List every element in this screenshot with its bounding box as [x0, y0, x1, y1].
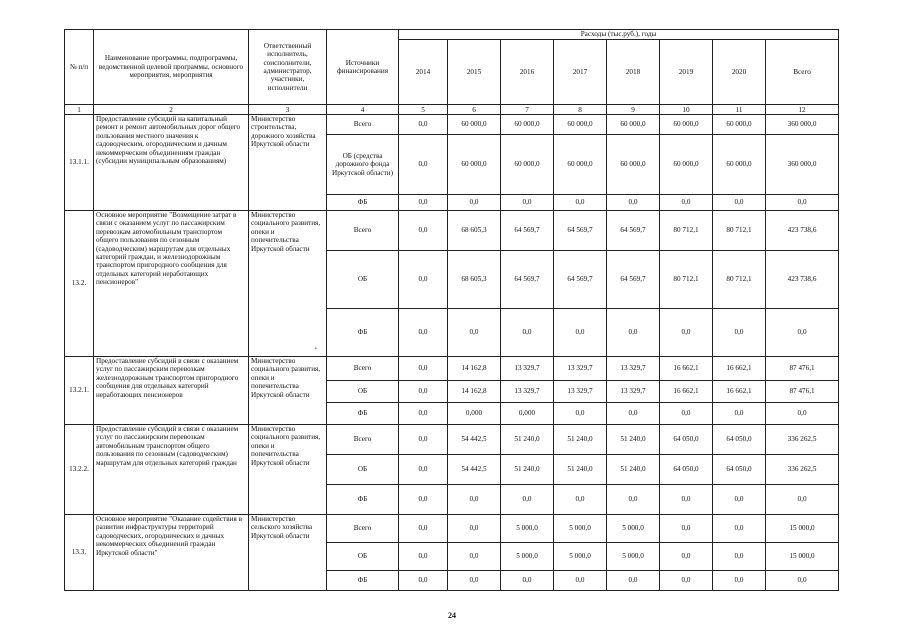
year-value: 60 000,0: [660, 115, 713, 135]
col-index: 10: [660, 105, 713, 115]
year-value: 51 240,0: [607, 425, 660, 455]
year-value: 0,0: [660, 571, 713, 591]
year-value: 64 050,0: [713, 425, 766, 455]
year-value: 60 000,0: [607, 135, 660, 195]
header-year: 2019: [660, 40, 713, 105]
year-value: 0,0: [713, 403, 766, 425]
year-value: 51 240,0: [607, 455, 660, 485]
year-value: 60 000,0: [554, 115, 607, 135]
year-value: 5 000,0: [554, 515, 607, 543]
year-value: 51 240,0: [501, 425, 554, 455]
header-year: 2018: [607, 40, 660, 105]
total-value: 336 262,5: [766, 425, 839, 455]
funding-source: ФБ: [327, 571, 399, 591]
year-value: 0,0: [607, 403, 660, 425]
row-number: 13.3.: [65, 515, 94, 591]
col-index: 2: [94, 105, 249, 115]
year-value: 13 329,7: [607, 381, 660, 403]
total-value: 423 738,6: [766, 211, 839, 251]
year-value: 0,0: [399, 211, 448, 251]
funding-source: Всего: [327, 515, 399, 543]
table-row: [65, 425, 839, 455]
page-number: 24: [448, 611, 456, 620]
year-value: 0,0: [399, 115, 448, 135]
header-year: 2017: [554, 40, 607, 105]
header-name: Наименование программы, подпрограммы, ведомственной целевой программы, основного мероприятия, мероприятия: [94, 30, 249, 105]
year-value: 0,0: [501, 571, 554, 591]
total-value: 15 000,0: [766, 515, 839, 543]
column-index-row: [65, 105, 839, 115]
year-value: 60 000,0: [501, 115, 554, 135]
year-value: 0,0: [607, 571, 660, 591]
funding-source: ОБ: [327, 251, 399, 309]
year-value: 51 240,0: [554, 455, 607, 485]
year-value: 0,0: [713, 485, 766, 515]
measure-name: Основное мероприятие "Возмещение затрат в связи с оказанием услуг по пассажирским перевозкам автомобильным транспортом общего пользования по сезонным (садоводческим) маршрутам для отдельных категорий граждан, и железнодорожным транспортом пригородного сообщения для отдельных категорий неработающих пенсионеров": [94, 211, 249, 357]
year-value: 64 569,7: [501, 211, 554, 251]
funding-source: Всего: [327, 211, 399, 251]
measure-name: Предоставление субсидий в связи с оказанием услуг по пассажирским перевозкам автомобильным транспортом общего пользования по сезонным (садоводческим) маршрутам для отдельных категорий граждан: [94, 425, 249, 515]
year-value: 13 329,7: [554, 381, 607, 403]
funding-source: ОБ (средства дорожного фонда Иркутской области): [327, 135, 399, 195]
table-row: [65, 115, 839, 135]
year-value: 0,0: [713, 195, 766, 211]
year-value: 60 000,0: [501, 135, 554, 195]
year-value: 80 712,1: [713, 251, 766, 309]
table-row: [65, 211, 839, 251]
year-value: 0,0: [448, 515, 501, 543]
year-value: 5 000,0: [607, 543, 660, 571]
year-value: 60 000,0: [448, 135, 501, 195]
total-value: 0,0: [766, 571, 839, 591]
year-value: 64 569,7: [501, 251, 554, 309]
year-value: 64 569,7: [607, 251, 660, 309]
funding-source: ФБ: [327, 309, 399, 357]
year-value: 13 329,7: [554, 357, 607, 381]
year-value: 0,0: [399, 543, 448, 571]
year-value: 0,0: [713, 515, 766, 543]
year-value: 5 000,0: [607, 515, 660, 543]
year-value: 0,0: [448, 571, 501, 591]
funding-source: ФБ: [327, 403, 399, 425]
col-index: 11: [713, 105, 766, 115]
total-value: 0,0: [766, 309, 839, 357]
executor: Министерство социального развития, опеки и попечительства Иркутской области: [249, 211, 327, 357]
stray-mark: •: [315, 347, 317, 352]
year-value: 60 000,0: [660, 135, 713, 195]
year-value: 13 329,7: [501, 381, 554, 403]
total-value: 0,0: [766, 485, 839, 515]
year-value: 80 712,1: [660, 251, 713, 309]
col-index: 4: [327, 105, 399, 115]
year-value: 0,0: [399, 485, 448, 515]
year-value: 0,0: [607, 485, 660, 515]
funding-source: ФБ: [327, 195, 399, 211]
year-value: 54 442,5: [448, 425, 501, 455]
year-value: 68 605,3: [448, 251, 501, 309]
year-value: 80 712,1: [660, 211, 713, 251]
table-row: [65, 515, 839, 543]
year-value: 54 442,5: [448, 455, 501, 485]
year-value: 13 329,7: [607, 357, 660, 381]
total-value: 0,0: [766, 195, 839, 211]
year-value: 80 712,1: [713, 211, 766, 251]
total-value: 360 000,0: [766, 135, 839, 195]
year-value: 16 662,1: [660, 357, 713, 381]
budget-table-sheet: [64, 29, 838, 592]
header-sources: Источники финансирования: [327, 30, 399, 105]
year-value: 0,0: [399, 515, 448, 543]
col-index: 8: [554, 105, 607, 115]
year-value: 0,0: [607, 309, 660, 357]
year-value: 0,0: [660, 543, 713, 571]
row-number: 13.2.: [65, 211, 94, 357]
year-value: 0,0: [399, 251, 448, 309]
year-value: 0,0: [501, 195, 554, 211]
year-value: 5 000,0: [501, 515, 554, 543]
year-value: 14 162,8: [448, 381, 501, 403]
row-number: 13.2.1.: [65, 357, 94, 425]
header-year: 2014: [399, 40, 448, 105]
col-index: 12: [766, 105, 839, 115]
year-value: 68 605,3: [448, 211, 501, 251]
year-value: 51 240,0: [554, 425, 607, 455]
total-value: 336 262,5: [766, 455, 839, 485]
year-value: 0,0: [399, 195, 448, 211]
measure-name: Предоставление субсидий на капитальный ремонт и ремонт автомобильных дорог общего пользования местного значения к садоводческим, огородническим и дачным некоммерческим объединениям граждан (субсидии муниципальным образованиям): [94, 115, 249, 211]
year-value: 0,0: [660, 485, 713, 515]
year-value: 0,000: [501, 403, 554, 425]
year-value: 64 050,0: [660, 425, 713, 455]
year-value: 0,0: [501, 485, 554, 515]
year-value: 64 569,7: [554, 251, 607, 309]
year-value: 0,0: [660, 309, 713, 357]
total-value: 87 476,1: [766, 381, 839, 403]
year-value: 60 000,0: [554, 135, 607, 195]
budget-table: [64, 29, 839, 591]
executor: Министерство сельского хозяйства Иркутской области: [249, 515, 327, 591]
funding-source: Всего: [327, 357, 399, 381]
header-executor: Ответственный исполнитель, соисполнители, администратор, участники, исполнители: [249, 30, 327, 105]
total-value: 423 738,6: [766, 251, 839, 309]
year-value: 0,0: [399, 455, 448, 485]
header-year: 2020: [713, 40, 766, 105]
header-row-top: [65, 30, 839, 40]
year-value: 14 162,8: [448, 357, 501, 381]
year-value: 0,0: [501, 309, 554, 357]
executor: Министерство социального развития, опеки и попечительства Иркутской области: [249, 357, 327, 425]
year-value: 0,0: [554, 485, 607, 515]
year-value: 0,0: [448, 543, 501, 571]
year-value: 0,0: [448, 309, 501, 357]
row-number: 13.1.1.: [65, 115, 94, 211]
funding-source: ОБ: [327, 381, 399, 403]
year-value: 0,0: [554, 403, 607, 425]
funding-source: Всего: [327, 425, 399, 455]
year-value: 0,0: [399, 571, 448, 591]
year-value: 60 000,0: [448, 115, 501, 135]
funding-source: ФБ: [327, 485, 399, 515]
year-value: 51 240,0: [501, 455, 554, 485]
year-value: 0,0: [554, 571, 607, 591]
year-value: 0,0: [713, 309, 766, 357]
year-value: 64 569,7: [554, 211, 607, 251]
header-expenses: Расходы (тыс.руб.), годы: [399, 30, 839, 40]
year-value: 0,0: [554, 309, 607, 357]
col-index: 6: [448, 105, 501, 115]
col-index: 1: [65, 105, 94, 115]
total-value: 360 000,0: [766, 115, 839, 135]
year-value: 0,0: [399, 357, 448, 381]
year-value: 0,0: [399, 381, 448, 403]
header-total: Всего: [766, 40, 839, 105]
table-row: [65, 357, 839, 381]
year-value: 0,0: [554, 195, 607, 211]
year-value: 0,0: [660, 515, 713, 543]
year-value: 16 662,1: [660, 381, 713, 403]
measure-name: Предоставление субсидий в связи с оказанием услуг по пассажирским перевозкам железнодорожным транспортом пригородного сообщения для отдельных категорий неработающих пенсионеров: [94, 357, 249, 425]
year-value: 0,0: [660, 403, 713, 425]
header-num: № п/п: [65, 30, 94, 105]
year-value: 5 000,0: [554, 543, 607, 571]
col-index: 7: [501, 105, 554, 115]
year-value: 60 000,0: [607, 115, 660, 135]
col-index: 3: [249, 105, 327, 115]
funding-source: Всего: [327, 115, 399, 135]
year-value: 0,0: [399, 309, 448, 357]
year-value: 0,0: [660, 195, 713, 211]
header-year: 2015: [448, 40, 501, 105]
total-value: 87 476,1: [766, 357, 839, 381]
col-index: 9: [607, 105, 660, 115]
funding-source: ОБ: [327, 455, 399, 485]
year-value: 0,0: [448, 485, 501, 515]
year-value: 0,0: [713, 571, 766, 591]
row-number: 13.2.2.: [65, 425, 94, 515]
year-value: 60 000,0: [713, 115, 766, 135]
year-value: 0,0: [399, 135, 448, 195]
year-value: 64 050,0: [713, 455, 766, 485]
measure-name: Основное мероприятие "Оказание содействия в развитии инфраструктуры территорий садоводческих, огороднических и дачных некоммерческих объединений граждан Иркутской области": [94, 515, 249, 591]
executor: Министерство социального развития, опеки и попечительства Иркутской области: [249, 425, 327, 515]
year-value: 64 050,0: [660, 455, 713, 485]
total-value: 15 000,0: [766, 543, 839, 571]
total-value: 0,0: [766, 403, 839, 425]
year-value: 16 662,1: [713, 381, 766, 403]
year-value: 0,0: [448, 195, 501, 211]
year-value: 5 000,0: [501, 543, 554, 571]
year-value: 13 329,7: [501, 357, 554, 381]
executor: Министерство строительства, дорожного хозяйства Иркутской области: [249, 115, 327, 211]
year-value: 64 569,7: [607, 211, 660, 251]
col-index: 5: [399, 105, 448, 115]
year-value: 0,0: [607, 195, 660, 211]
year-value: 16 662,1: [713, 357, 766, 381]
year-value: 0,0: [713, 543, 766, 571]
year-value: 0,0: [399, 425, 448, 455]
header-year: 2016: [501, 40, 554, 105]
year-value: 60 000,0: [713, 135, 766, 195]
year-value: 0,0: [399, 403, 448, 425]
funding-source: ОБ: [327, 543, 399, 571]
year-value: 0,000: [448, 403, 501, 425]
